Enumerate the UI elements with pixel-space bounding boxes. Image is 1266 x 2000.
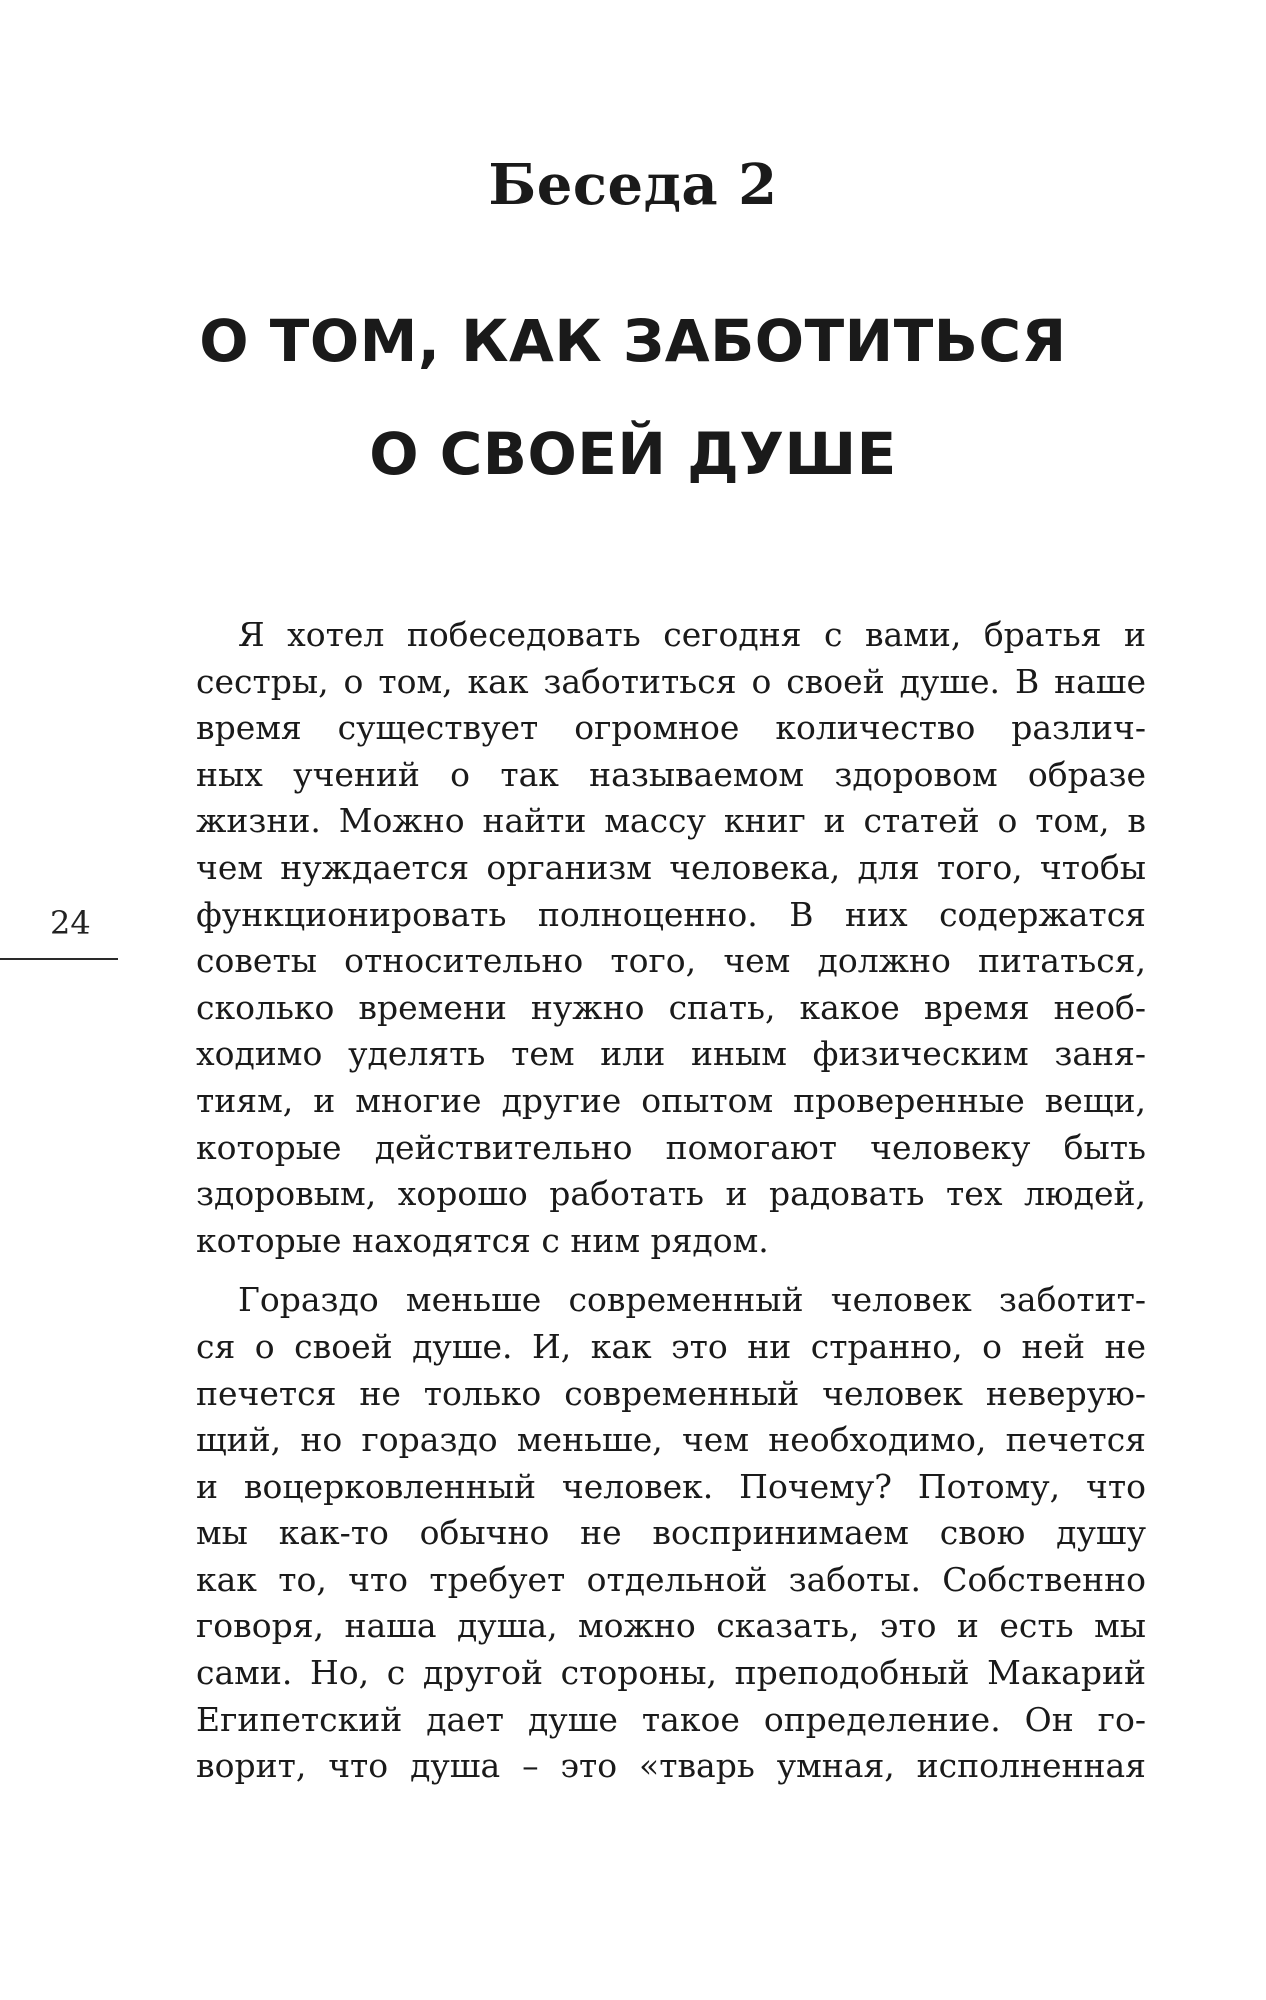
text-line: чем нуждается организм человека, для того, чтобы	[196, 847, 1146, 887]
body-text	[196, 612, 1146, 1790]
text-line: Египетский дает душе такое определение. Он го-	[196, 1699, 1146, 1739]
page-number-rule	[0, 958, 118, 960]
text-line: сестры, о том, как заботиться о своей душе. В наше	[196, 661, 1146, 701]
chapter-title-line: О СВОЕЙ ДУШЕ	[369, 420, 897, 488]
text-line: которые находятся с ним рядом.	[196, 1220, 769, 1260]
text-line: как то, что требует отдельной заботы. Собственно	[196, 1559, 1146, 1599]
text-line: ходимо уделять тем или иным физическим заня-	[196, 1034, 1146, 1074]
paragraph-gap	[196, 1264, 1146, 1277]
text-line: Гораздо меньше современный человек заботит-	[238, 1280, 1146, 1320]
text-line: говоря, наша душа, можно сказать, это и есть мы	[196, 1606, 1146, 1646]
text-line: Я хотел побеседовать сегодня с вами, братья и	[238, 615, 1146, 654]
text-line: щий, но гораздо меньше, чем необходимо, печется	[196, 1420, 1146, 1460]
text-line: сами. Но, с другой стороны, преподобный Макарий	[196, 1653, 1146, 1693]
chapter-title-line: О ТОМ, КАК ЗАБОТИТЬСЯ	[199, 307, 1067, 375]
page-number: 24	[50, 904, 91, 942]
text-line: советы относительно того, чем должно питаться,	[196, 941, 1146, 981]
paragraph	[196, 1277, 1146, 1790]
text-line: ся о своей душе. И, как это ни странно, о ней не	[196, 1326, 1146, 1366]
text-line: жизни. Можно найти массу книг и статей о том, в	[196, 801, 1146, 841]
text-line: печется не только современный человек неверую-	[196, 1373, 1146, 1413]
text-line: мы как-то обычно не воспринимаем свою душу	[196, 1513, 1146, 1553]
chapter-title	[0, 285, 1266, 511]
text-line: ных учений о так называемом здоровом образе	[196, 754, 1146, 794]
text-line: функционировать полноценно. В них содержатся	[196, 894, 1146, 934]
paragraph	[196, 612, 1146, 1264]
text-line: и воцерковленный человек. Почему? Потому, что	[196, 1466, 1146, 1506]
text-line: ворит, что душа – это «тварь умная, исполненная	[196, 1746, 1146, 1786]
chapter-number: Беседа 2	[488, 152, 778, 218]
text-line: которые действительно помогают человеку быть	[196, 1127, 1146, 1167]
text-line: сколько времени нужно спать, какое время необ-	[196, 987, 1146, 1027]
text-line: тиям, и многие другие опытом проверенные вещи,	[196, 1080, 1146, 1120]
text-line: здоровым, хорошо работать и радовать тех людей,	[196, 1174, 1146, 1214]
text-line: время существует огромное количество различ-	[196, 708, 1146, 748]
